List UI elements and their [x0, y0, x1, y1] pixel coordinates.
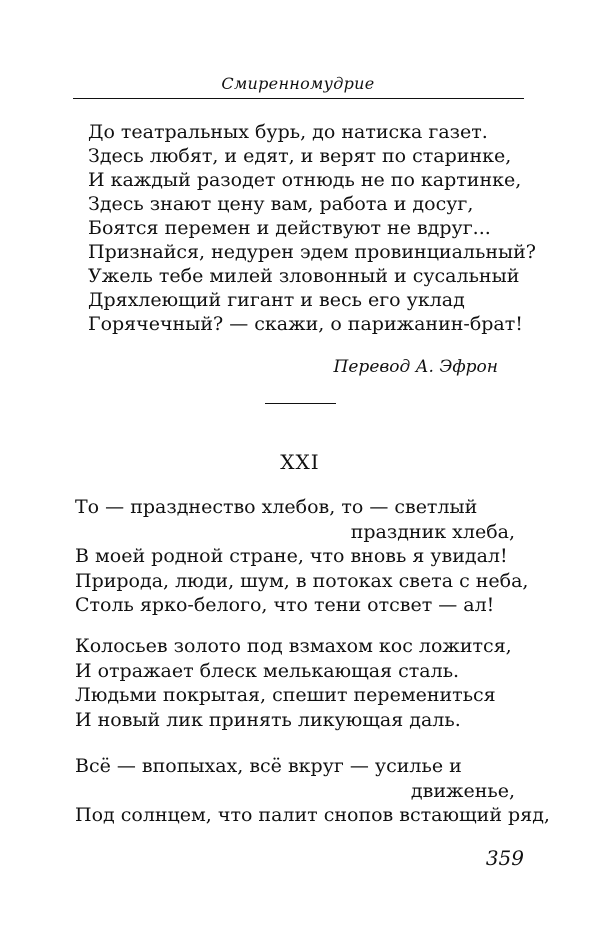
verse-line: Здесь любят, и едят, и верят по старинке, [88, 145, 512, 167]
section-divider [265, 403, 336, 404]
verse-line: Природа, люди, шум, в потоках света с неба, [75, 569, 529, 592]
verse-line: До театральных бурь, до натиска газет. [88, 121, 488, 143]
verse-line-continuation: движенье, [410, 779, 515, 802]
header-rule [73, 98, 524, 99]
running-head: Смиренномудрие [221, 74, 375, 93]
verse-line: Горячечный? — скажи, о парижанин-брат! [88, 313, 523, 335]
stanza [75, 634, 525, 732]
verse-line: То — празднество хлебов, то — светлый [75, 496, 478, 518]
verse-line: Столь ярко-белого, что тени отсвет — ал! [75, 594, 495, 616]
verse-line: Здесь знают цену вам, работа и досуг, [88, 193, 474, 215]
verse-line: Людьми покрытая, спешит перемениться [75, 684, 496, 706]
verse-line: Боятся перемен и действуют не вдруг... [88, 217, 491, 239]
verse-line: Дряхлеющий гигант и весь его уклад [88, 289, 465, 311]
verse-line: И новый лик принять ликующая даль. [75, 708, 461, 731]
stanza [75, 495, 529, 618]
verse-line-continuation: праздник хлеба, [350, 520, 515, 543]
verse-line: И каждый разодет отнюдь не по картинке, [88, 169, 522, 191]
page-number: 359 [485, 846, 524, 870]
section-number: XXI [280, 450, 320, 474]
verse-line: В моей родной стране, что вновь я увидал! [75, 545, 508, 567]
verse-line: Колосьев золото под взмахом кос ложится, [75, 635, 512, 657]
verse-line: Под солнцем, что палит снопов встающий ряд, [75, 804, 550, 826]
poem-ending [88, 120, 536, 336]
translator-attribution: Перевод А. Эфрон [333, 357, 498, 377]
verse-line: Ужель тебе милей зловонный и сусальный [88, 265, 520, 287]
stanza [75, 754, 550, 828]
verse-line: И отражает блеск мелькающая сталь. [75, 659, 460, 682]
verse-line: Всё — впопыхах, всё вкруг — усилье и [75, 755, 462, 777]
verse-line: Признайся, недурен эдем провинциальный? [88, 241, 536, 263]
